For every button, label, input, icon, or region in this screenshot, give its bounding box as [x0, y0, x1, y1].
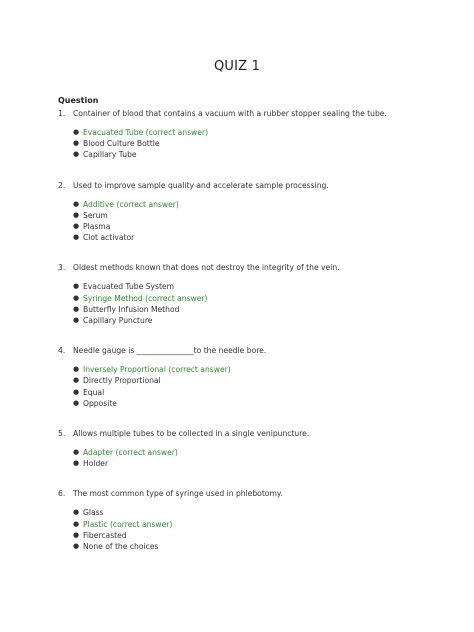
option-item: ● Equal — [73, 387, 105, 397]
option-item: ● Blood Culture Bottle — [73, 139, 160, 149]
bullet-icon: ● — [73, 387, 80, 396]
option-item: ● None of the choices — [73, 542, 159, 552]
option-item: ● Adapter (correct answer) — [73, 448, 178, 458]
question-text: Allows multiple tubes to be collected in a single venipuncture. — [73, 429, 310, 439]
option-item: ● Evacuated Tube (correct answer) — [73, 128, 209, 137]
quiz-content — [58, 95, 458, 552]
question-5 — [58, 428, 458, 469]
question-number: 3. — [58, 263, 66, 273]
page-title: QUIZ 1 — [213, 59, 261, 74]
option-item: ● Inversely Proportional (correct answer) — [73, 365, 231, 375]
question-number: 5. — [58, 429, 66, 439]
option-item: ● Fibercasted — [73, 530, 127, 540]
bullet-icon: ● — [73, 519, 80, 528]
question-2 — [58, 180, 458, 244]
question-number: 2. — [58, 180, 66, 190]
option-item: ● Syringe Method (correct answer) — [73, 293, 208, 303]
options-list — [58, 364, 458, 409]
question-text: Used to improve sample quality and accelerate sample processing. — [73, 180, 329, 190]
option-item: ● Serum — [73, 210, 108, 220]
bullet-icon: ● — [73, 304, 80, 313]
question-3 — [58, 262, 458, 326]
bullet-icon: ● — [73, 139, 80, 148]
option-item: ● Plasma — [73, 222, 111, 232]
bullet-icon: ● — [73, 365, 80, 374]
question-number: 6. — [58, 489, 66, 499]
bullet-icon: ● — [73, 316, 80, 325]
option-item: ● Glass — [73, 508, 104, 518]
question-text: Needle gauge is _______________to the needle bore. — [73, 346, 267, 356]
bullet-icon: ● — [73, 282, 80, 291]
option-item: ● Directly Proportional — [73, 376, 161, 386]
bullet-icon: ● — [73, 542, 80, 551]
option-item: ● Additive (correct answer) — [73, 199, 179, 209]
option-item: ● Clot activator — [73, 233, 135, 243]
bullet-icon: ● — [73, 293, 80, 302]
bullet-icon: ● — [73, 459, 80, 468]
bullet-icon: ● — [73, 210, 80, 219]
bullet-icon: ● — [73, 233, 80, 242]
option-item: ● Evacuated Tube System — [73, 282, 174, 292]
option-item: ● Opposite — [73, 398, 117, 408]
section-heading: Question — [58, 96, 99, 105]
option-item: ● Capillary Puncture — [73, 316, 153, 326]
bullet-icon: ● — [73, 128, 80, 136]
option-item: ● Capillary Tube — [73, 150, 137, 160]
question-text: Oldest methods known that does not destroy the integrity of the vein. — [73, 263, 340, 273]
question-number: 4. — [58, 346, 66, 356]
options-list — [58, 507, 458, 552]
question-text: Container of blood that contains a vacuum with a rubber stopper sealing the tube. — [73, 109, 387, 118]
bullet-icon: ● — [73, 448, 80, 457]
bullet-icon: ● — [73, 222, 80, 231]
question-number: 1. — [58, 109, 66, 118]
bullet-icon: ● — [73, 376, 80, 385]
options-list — [58, 281, 458, 326]
question-text: The most common type of syringe used in phlebotomy. — [73, 489, 283, 499]
options-list — [58, 447, 458, 469]
question-1 — [58, 108, 458, 161]
bullet-icon: ● — [73, 150, 80, 159]
question-6 — [58, 488, 458, 552]
options-list — [58, 127, 458, 161]
bullet-icon: ● — [73, 199, 80, 208]
option-item: ● Plastic (correct answer) — [73, 519, 173, 529]
bullet-icon: ● — [73, 398, 80, 407]
option-item: ● Butterfly Infusion Method — [73, 304, 180, 314]
question-4 — [58, 345, 458, 409]
option-item: ● Holder — [73, 459, 109, 469]
bullet-icon: ● — [73, 530, 80, 539]
options-list — [58, 199, 458, 244]
bullet-icon: ● — [73, 508, 80, 517]
